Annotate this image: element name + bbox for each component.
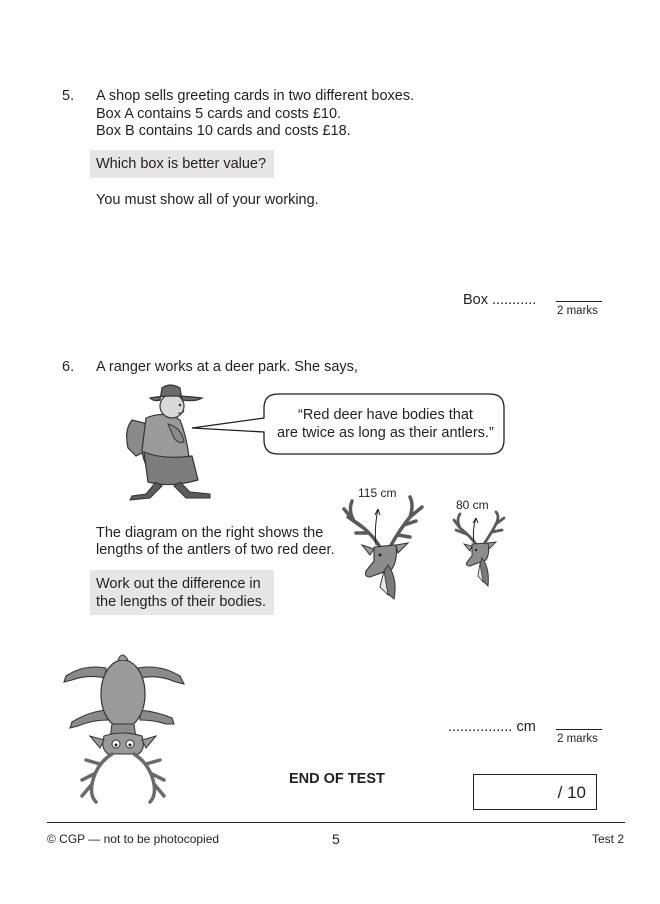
- q6-question-line-2: the lengths of their bodies.: [96, 594, 267, 610]
- q5-line-3: Box B contains 10 cards and costs £18.: [96, 123, 351, 139]
- q5-line-1: A shop sells greeting cards in two different boxes.: [96, 88, 415, 104]
- deer1-head: [340, 495, 430, 605]
- q5-question-box: [90, 150, 274, 178]
- q5-instruction: You must show all of your working.: [96, 192, 319, 208]
- end-of-test: END OF TEST: [289, 771, 385, 787]
- upside-down-deer-illustration: [60, 646, 190, 806]
- footer-test-label: Test 2: [592, 832, 625, 846]
- q5-number: 5.: [62, 88, 75, 104]
- q5-question: Which box is better value?: [96, 156, 267, 172]
- footer-copyright: © CGP — not to be photocopied: [47, 832, 220, 846]
- deer2-head: [450, 510, 510, 590]
- deer2-antler-label: 80 cm: [456, 498, 489, 512]
- page-number: 5: [332, 831, 340, 847]
- footer-divider: [47, 822, 625, 823]
- speech-line-1: “Red deer have bodies that: [298, 407, 473, 423]
- q6-mark-line: [556, 729, 602, 730]
- q5-marks: 2 marks: [557, 305, 598, 317]
- score-box: [473, 774, 597, 810]
- score-total: / 10: [557, 783, 586, 802]
- q5-mark-line: [556, 301, 602, 302]
- q6-number: 6.: [62, 359, 75, 375]
- q6-answer-field[interactable]: ................ cm: [448, 719, 536, 735]
- speech-line-2: are twice as long as their antlers.”: [277, 425, 494, 441]
- q6-diagram-text-1: The diagram on the right shows the: [96, 525, 324, 541]
- q6-marks: 2 marks: [557, 733, 598, 745]
- deer1-antler-label: 115 cm: [358, 486, 397, 500]
- q6-intro: A ranger works at a deer park. She says,: [96, 359, 358, 375]
- q6-question-box: [90, 570, 274, 615]
- q6-diagram-text-2: lengths of the antlers of two red deer.: [96, 542, 335, 558]
- q5-answer-field[interactable]: Box ...........: [463, 292, 537, 308]
- q5-line-2: Box A contains 5 cards and costs £10.: [96, 106, 342, 122]
- q6-question-line-1: Work out the difference in: [96, 576, 261, 592]
